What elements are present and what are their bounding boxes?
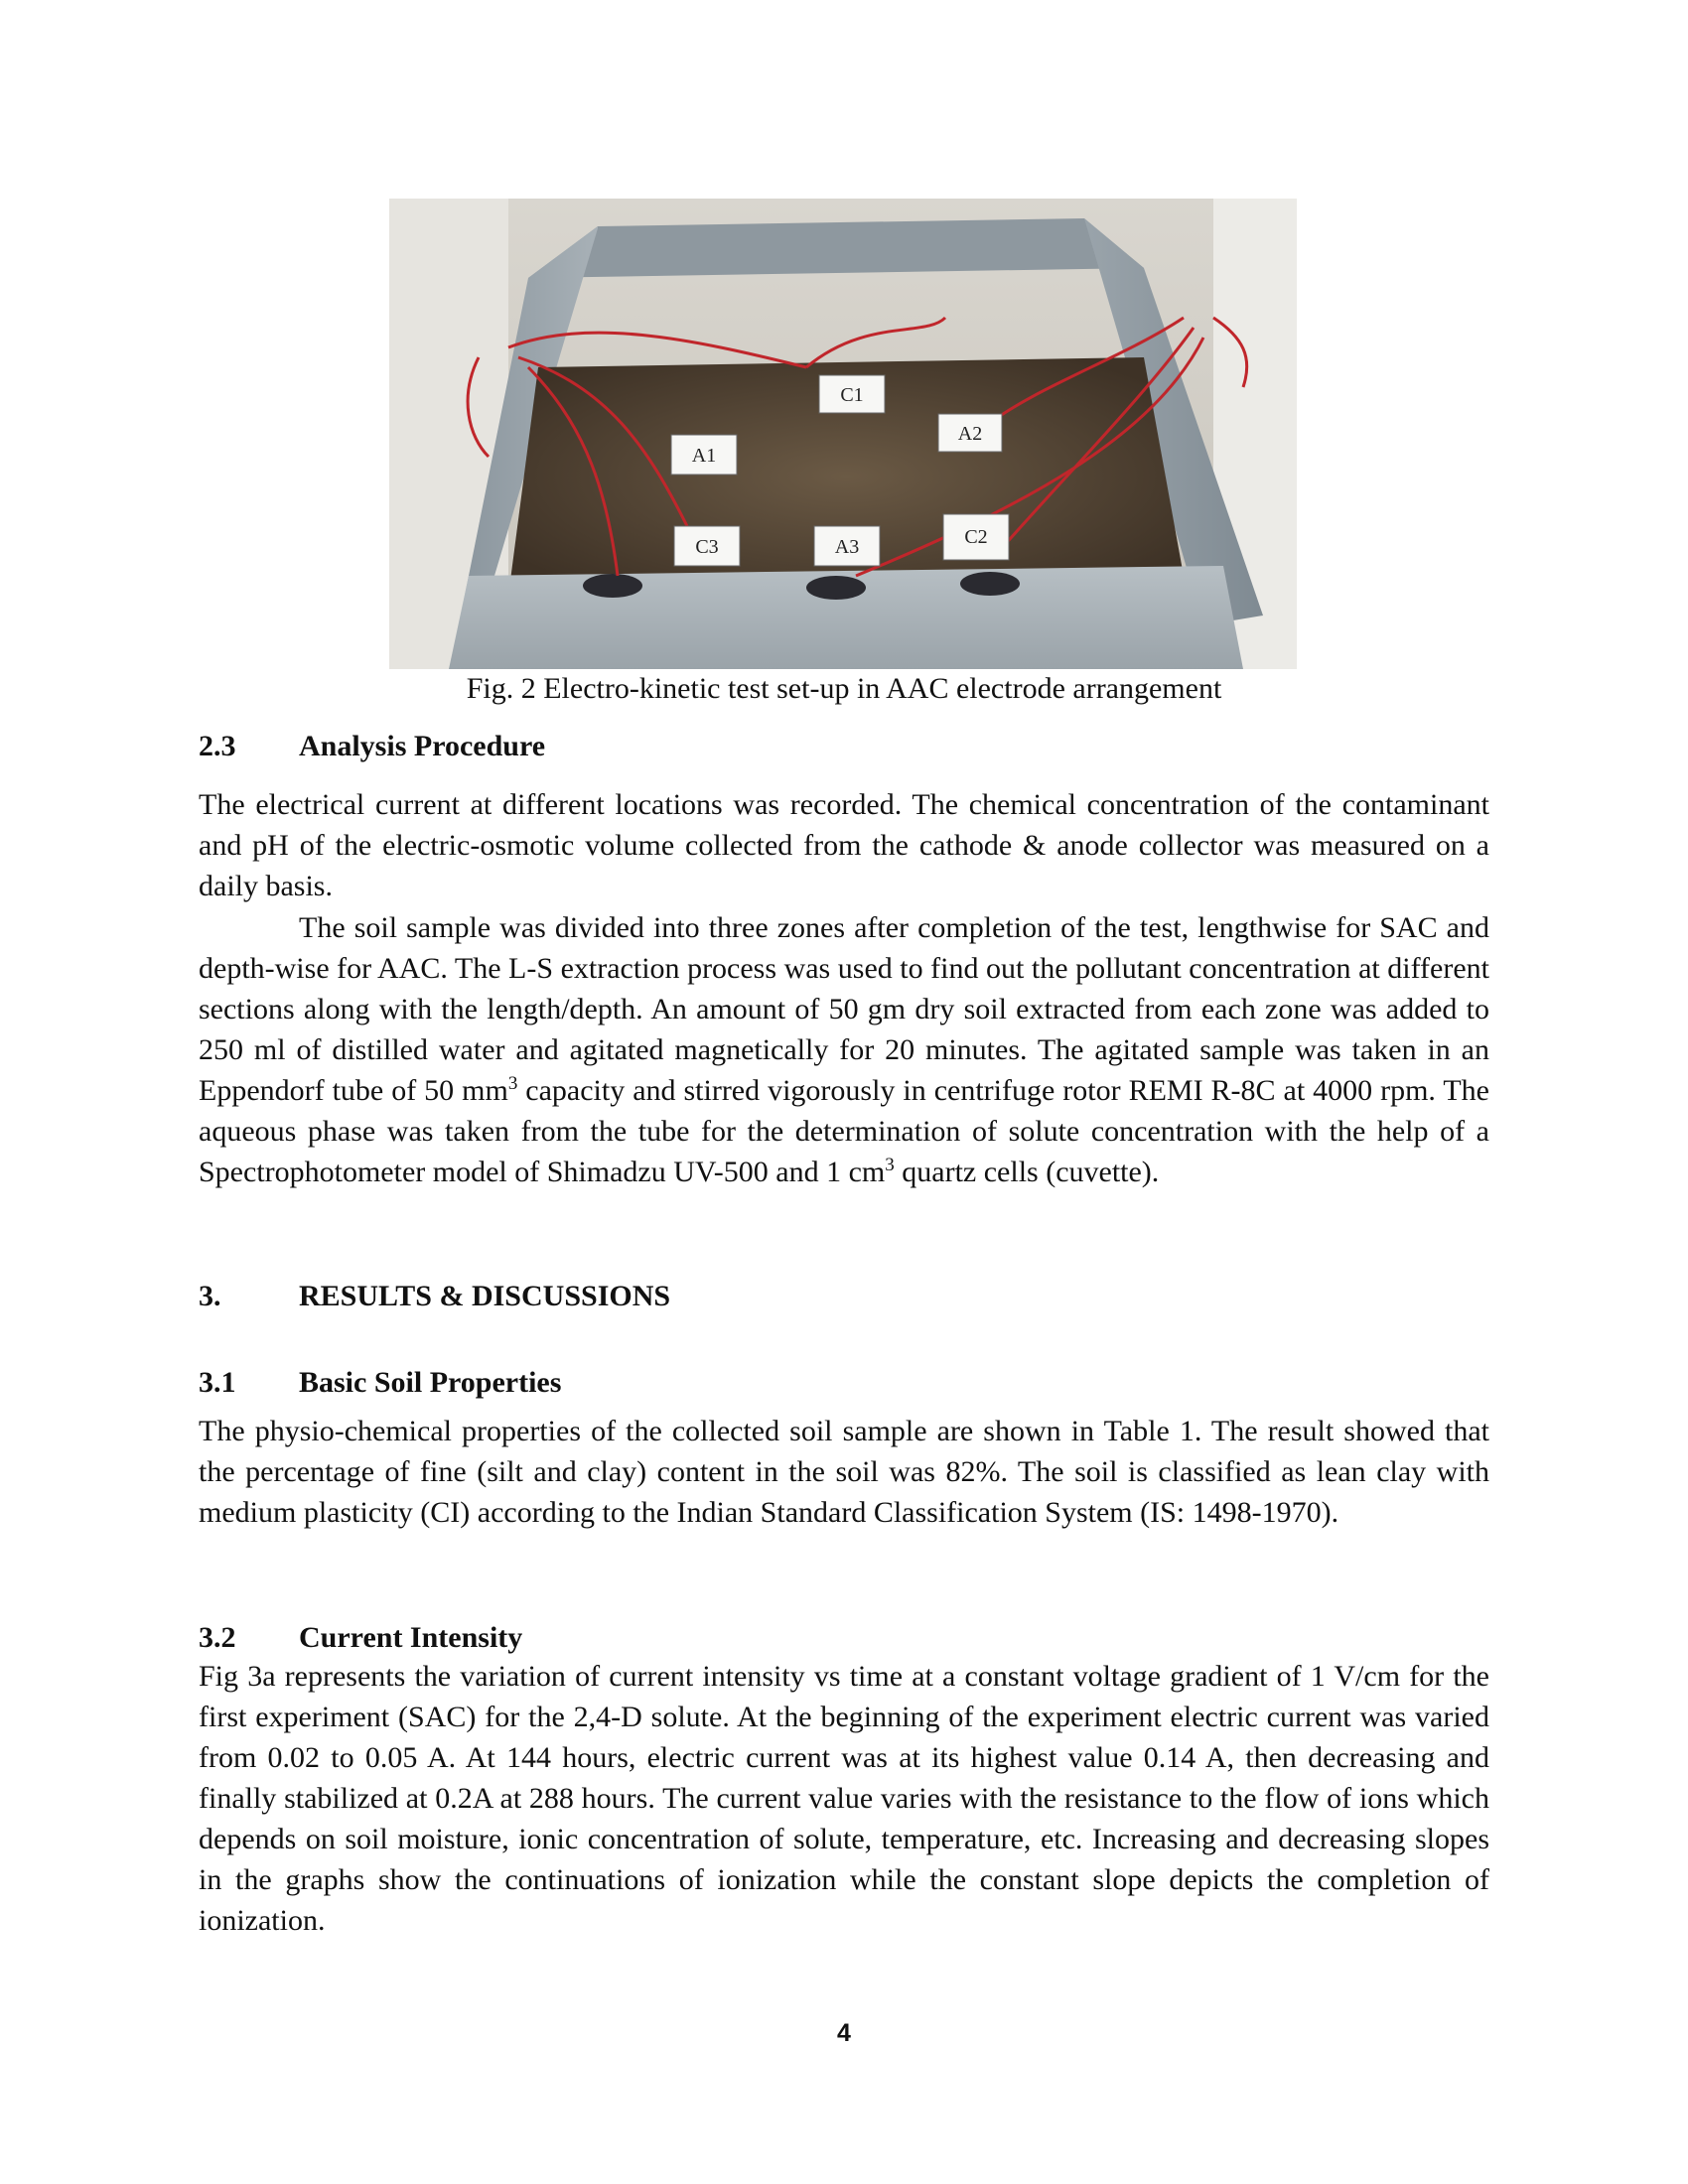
superscript: 3 [885,1155,895,1175]
label-c1: C1 [840,384,864,406]
section-title: RESULTS & DISCUSSIONS [299,1280,671,1312]
section-number: 3.1 [199,1366,236,1399]
paragraph-text: quartz cells (cuvette). [894,1156,1160,1188]
section-heading-3-1 [199,1363,561,1403]
paragraph-3-2-1: Fig 3a represents the variation of current intensity vs time at a constant voltage gradient of 1 V/cm for the first experiment (SAC) for the 2,4-D solute. At the beginning of the experiment electric current was varied from 0.02 to 0.05 A. At 144 hours, electric current was at its highest value 0.14 A, then decreasing and finally stabilized at 0.2A at 288 hours. The current value varies with the resistance to the flow of ions which depends on soil moisture, ionic concentration of solute, temperature, etc. Increasing and decreasing slopes in the graphs show the continuations of ionization while the constant slope depicts the completion of ionization. [199,1660,1489,1937]
label-a2: A2 [957,423,983,445]
label-c3: C3 [695,536,719,558]
figure-photo [389,199,1297,669]
label-a1: A1 [691,445,717,467]
section-number: 3. [199,1280,221,1312]
paragraph-2-3-1: The electrical current at different locations was recorded. The chemical concentration of the contaminant and pH of the electric-osmotic volume collected from the cathode & anode collector was measured on a daily basis. [199,788,1489,902]
paragraph-2-3-2 [199,907,1489,1192]
section-title: Current Intensity [299,1621,523,1654]
section-heading-2-3 [199,727,545,766]
page-number: 4 [837,2019,851,2047]
test-setup-illustration [389,199,1297,669]
paragraph-text: capacity and stirred vigorously in centrifuge rotor REMI R-8C at 4000 rpm. The aqueous phase was taken from the tube for the determination of solute concentration with the help of a Spectrophotometer model of Shimadzu UV-500 and 1 cm [199,1074,1489,1188]
section-title: Analysis Procedure [299,730,546,762]
section-heading-3 [199,1277,670,1316]
paragraph-3-1-1: The physio-chemical properties of the collected soil sample are shown in Table 1. The result showed that the percentage of fine (silt and clay) content in the soil was 82%. The soil is classified as lean clay with medium plasticity (CI) according to the Indian Standard Classification System (IS: 1498-1970). [199,1415,1489,1529]
label-c2: C2 [964,526,988,548]
section-number: 2.3 [199,730,236,762]
label-a3: A3 [834,536,860,558]
figure-caption: Fig. 2 Electro-kinetic test set-up in AAC electrode arrangement [466,672,1222,705]
section-title: Basic Soil Properties [299,1366,562,1399]
section-number: 3.2 [199,1621,236,1654]
paragraph-text: The soil sample was divided into three zones after completion of the test, lengthwise for SAC and depth-wise for AAC. The L-S extraction process was used to find out the pollutant concentration at different sections along with the length/depth. An amount of 50 gm dry soil extracted from each zone was added to 250 ml of distilled water and agitated magnetically for 20 minutes. The agitated sample was taken in an Eppendorf tube of 50 mm [199,911,1489,1107]
superscript: 3 [507,1073,518,1094]
section-heading-3-2 [199,1618,522,1658]
